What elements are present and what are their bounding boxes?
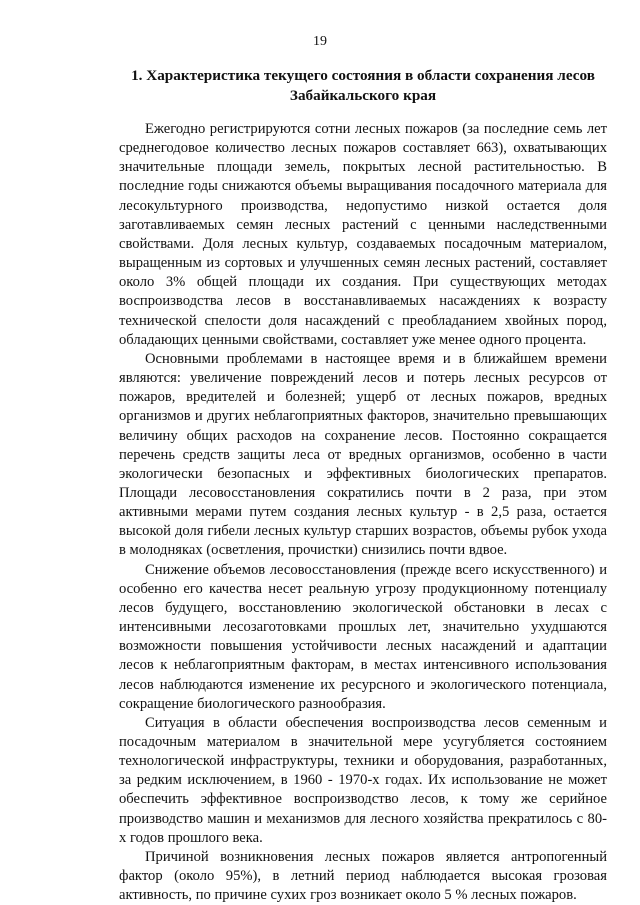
- paragraph-main-problems: Основными проблемами в настоящее время и в ближайшем времени являются: увеличение повреждений лесов и потерь лесных ресурсов от пожаров, вредителей и болезней; ущерб от лесных пожаров, вредных организмов и других неблагоприятных факторов, значительно превышающих величину общих расходов на сохранение лесов. Постоянно сокращается перечень средств защиты леса от вредных организмов, особенно в части экологически безопасных и эффективных биологических препаратов. Площади лесовосстановления сократились почти в 2 раза, при этом активными мерами путем создания лесных культур - в 2,5 раза, остается высокой доля гибели лесных культур старших возрастов, объемы рубок ухода в молодняках (осветления, прочистки) снизились почти вдвое.: [119, 350, 607, 559]
- paragraph-fires-and-seeds: Ежегодно регистрируются сотни лесных пожаров (за последние семь лет среднегодовое количество лесных пожаров составляет 663), охватывающих значительные площади земель, покрытых лесной растительностью. В последние годы снижаются объемы выращивания посадочного материала для лесокультурного производства, недопустимо низкой остается доля заготавливаемых семян лесных растений с ценными наследственными свойствами. Доля лесных культур, создаваемых посадочным материалом, выращенным из сортовых и улучшенных семян лесных растений, составляет около 3% общей площади их создания. При существующих методах воспроизводства лесов в восстанавливаемых насаждениях к возрасту технической спелости доля насаждений с преобладанием хвойных пород, обладающих ценными свойствами, составляет уже менее одного процента.: [119, 121, 607, 348]
- paragraph-reforestation-decline: Снижение объемов лесовосстановления (прежде всего искусственного) и особенно его качества несет реальную угрозу продукционному потенциалу лесов будущего, восстановлению экологической обстановки в лесах с интенсивными лесозаготовками прошлых лет, значительно ухудшаются возможности повышения устойчивости лесных насаждений и адаптации лесов к неблагоприятным факторам, в местах интенсивного использования лесов наблюдаются изменение их ресурсного и экологического потенциала, сокращение биологического разнообразия.: [119, 561, 607, 712]
- section-body: [119, 120, 607, 905]
- paragraph-fire-causes: Причиной возникновения лесных пожаров является антропогенный фактор (около 95%), в летний период наблюдается высокая грозовая активность, по причине сухих гроз возникает около 5 % лесных пожаров.: [119, 848, 607, 904]
- section-title: 1. Характеристика текущего состояния в области сохранения лесов Забайкальского края: [131, 67, 595, 104]
- page-number: 19: [313, 34, 327, 49]
- paragraph-infrastructure: Ситуация в области обеспечения воспроизводства лесов семенным и посадочным материалом в значительной мере усугубляется состоянием технологической инфраструктуры, техники и оборудования, разработанных, за редким исключением, в 1960 - 1970-х годах. Их использование не может обеспечить эффективное воспроизводство лесов, к тому же серийное производство машин и механизмов для лесного хозяйства прекратилось с 80-х годов прошлого века.: [119, 714, 607, 846]
